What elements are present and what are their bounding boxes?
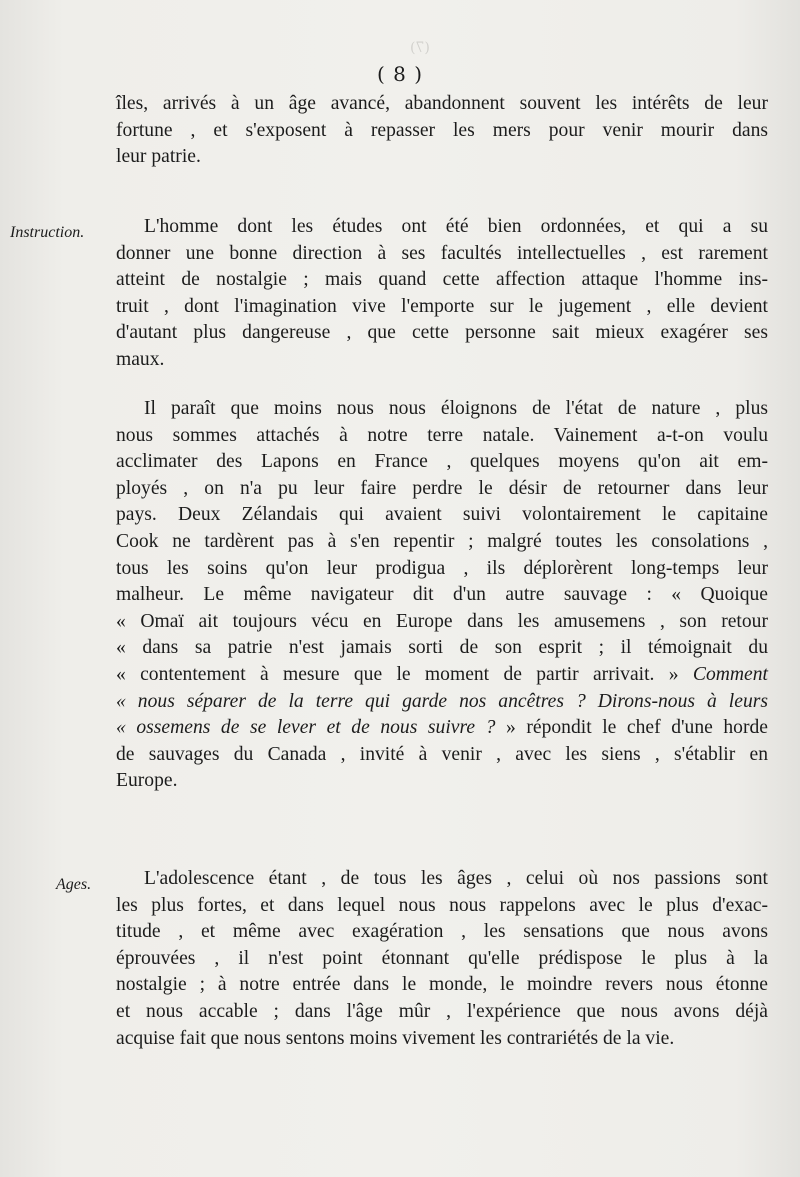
text-line: nostalgie ; à notre entrée dans le monde, le moindre revers nous étonne [116, 974, 768, 996]
text-line: acclimater des Lapons en France , quelques moyens qu'on ait em- [116, 451, 768, 473]
text-line: Cook ne tardèrent pas à s'en repentir ; malgré toutes les consolations , [116, 530, 768, 552]
text-line: tous les soins qu'on leur prodigua , ils déplorèrent long-temps leur [116, 557, 768, 579]
quote-italic: « ossemens de se lever et de nous suivre ? [116, 717, 496, 739]
text-line: fortune , et s'exposent à repasser les mers pour venir mourir dans [116, 119, 768, 141]
text-line: maux. [116, 348, 165, 370]
text-line: acquise fait que nous sentons moins vivement les contrariétés de la vie. [116, 1027, 675, 1049]
bleed-through-text: (7) [410, 40, 430, 56]
text-line: malheur. Le même navigateur dit d'un autre sauvage : « Quoique [116, 584, 768, 606]
quote-italic: « nous séparer de la terre qui garde nos ancêtres ? Dirons-nous à leurs [116, 690, 768, 712]
text-line: pays. Deux Zélandais qui avaient suivi volontairement le capitaine [116, 504, 768, 526]
page-number: ( 8 ) [376, 62, 424, 86]
quote-line [116, 662, 768, 689]
quote-line: « Omaï ait toujours vécu en Europe dans les amusemens , son retour [116, 610, 768, 632]
text-line: îles, arrivés à un âge avancé, abandonnent souvent les intérêts de leur [116, 93, 768, 114]
quote-text: « contentement à mesure que le moment de partir arrivait. » [116, 663, 679, 685]
quote-italic: Comment [692, 663, 768, 685]
text-line: truit , dont l'imagination vive l'emporte sur le jugement , elle devient [116, 295, 768, 317]
text-line: et nous accable ; dans l'âge mûr , l'expérience que nous avons déjà [116, 1000, 768, 1022]
quote-text: » répondit le chef d'une horde [495, 717, 768, 739]
text-line: éprouvées , il n'est point étonnant qu'elle prédispose le plus à la [116, 947, 768, 969]
text-line: ployés , on n'a pu leur faire perdre le désir de retourner dans leur [116, 477, 768, 499]
text-line: de sauvages du Canada , invité à venir , avec les siens , s'établir en [116, 743, 768, 765]
margin-note-ages: Ages. [56, 876, 92, 893]
quote-line [116, 715, 768, 742]
margin-note-instruction: Instruction. [10, 224, 85, 241]
text-line: L'homme dont les études ont été bien ordonnées, et qui a su [144, 216, 768, 237]
text-line: atteint de nostalgie ; mais quand cette affection attaque l'homme ins- [116, 269, 768, 291]
paragraph-1 [116, 91, 768, 171]
paragraph-4 [116, 866, 768, 1052]
text-line: d'autant plus dangereuse , que cette personne sait mieux exagérer ses [116, 322, 768, 344]
quote-line [116, 689, 768, 716]
text-line: Europe. [116, 770, 178, 792]
text-line: leur patrie. [116, 146, 201, 168]
text-line: L'adolescence étant , de tous les âges , celui où nos passions sont [144, 868, 768, 889]
text-line: nous sommes attachés à notre terre natale. Vainement a-t-on voulu [116, 424, 768, 446]
text-line: donner une bonne direction à ses facultés intellectuelles , est rarement [116, 242, 768, 264]
text-line: Il paraît que moins nous nous éloignons de l'état de nature , plus [144, 398, 768, 419]
text-line: les plus fortes, et dans lequel nous nous rappelons avec le plus d'exac- [116, 894, 768, 916]
quote-line: « dans sa patrie n'est jamais sorti de son esprit ; il témoignait du [116, 637, 768, 659]
text-line: titude , et même avec exagération , les sensations que nous avons [116, 921, 768, 943]
paragraph-2 [116, 214, 768, 374]
paragraph-3 [116, 396, 768, 795]
